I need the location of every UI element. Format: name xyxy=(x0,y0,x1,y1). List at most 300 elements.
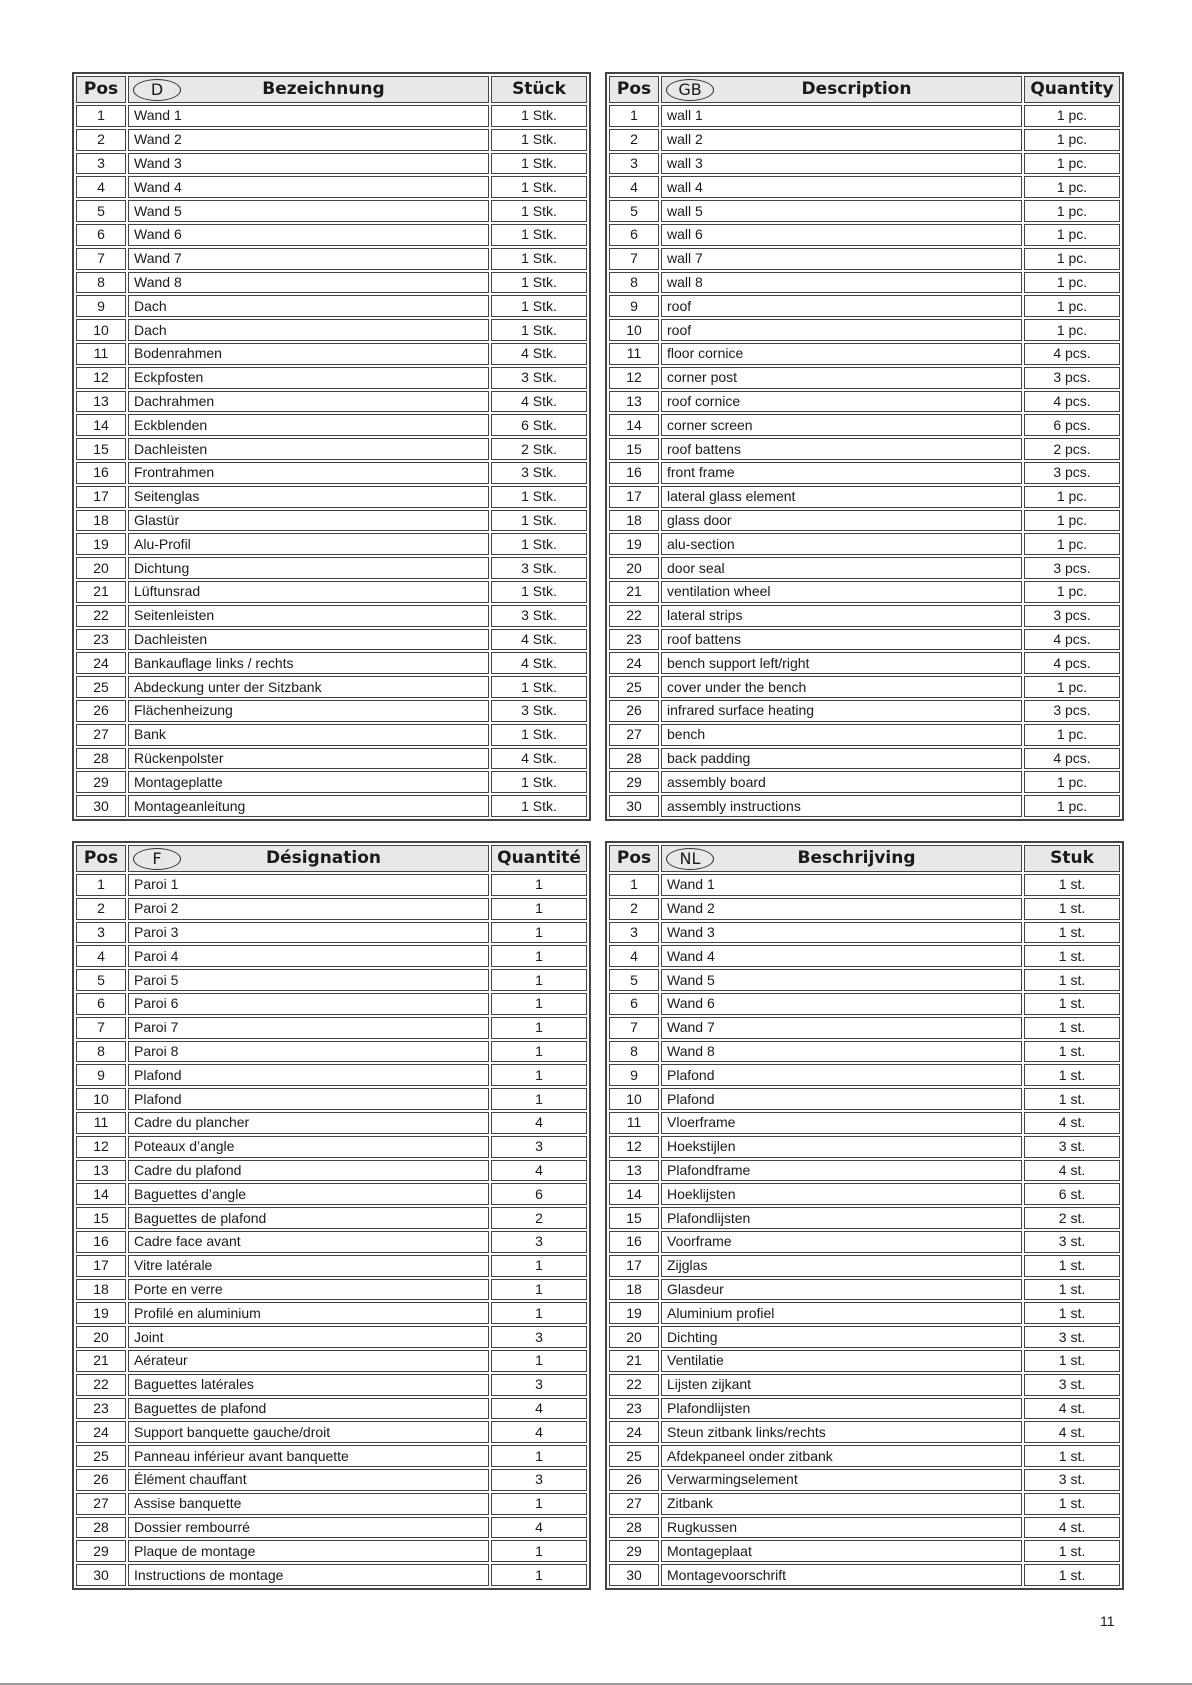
cell-description: Wand 6 xyxy=(128,224,489,246)
cell-description: wall 6 xyxy=(661,224,1022,246)
table-row xyxy=(609,1398,1120,1420)
cell-quantity: 1 pc. xyxy=(1024,676,1120,698)
cell-quantity: 1 st. xyxy=(1024,1041,1120,1063)
cell-quantity: 1 st. xyxy=(1024,874,1120,896)
cell-quantity: 2 pcs. xyxy=(1024,438,1120,460)
table-row xyxy=(76,605,587,627)
table-row xyxy=(76,1302,587,1324)
cell-description: Montageplatte xyxy=(128,771,489,793)
cell-pos: 5 xyxy=(609,200,659,222)
table-row xyxy=(76,272,587,294)
cell-pos: 14 xyxy=(76,1183,126,1205)
cell-pos: 21 xyxy=(609,581,659,603)
cell-description: Cadre face avant xyxy=(128,1231,489,1253)
cell-pos: 1 xyxy=(76,874,126,896)
cell-quantity: 1 Stk. xyxy=(491,771,587,793)
cell-quantity: 3 Stk. xyxy=(491,367,587,389)
table-row xyxy=(609,1326,1120,1348)
cell-description: Instructions de montage xyxy=(128,1564,489,1586)
cell-description: Bank xyxy=(128,724,489,746)
cell-quantity: 3 xyxy=(491,1326,587,1348)
cell-pos: 13 xyxy=(76,391,126,413)
cell-pos: 15 xyxy=(76,438,126,460)
table-row xyxy=(609,748,1120,770)
cell-description: Plafond xyxy=(661,1088,1022,1110)
cell-quantity: 4 xyxy=(491,1112,587,1134)
table-row xyxy=(76,176,587,198)
cell-quantity: 1 pc. xyxy=(1024,272,1120,294)
table-row xyxy=(76,1421,587,1443)
cell-description: Wand 2 xyxy=(661,898,1022,920)
table-row xyxy=(609,176,1120,198)
cell-description: Lijsten zijkant xyxy=(661,1374,1022,1396)
table-row xyxy=(76,1112,587,1134)
cell-quantity: 1 xyxy=(491,1064,587,1086)
table-row xyxy=(609,248,1120,270)
table-header-row xyxy=(609,76,1120,103)
cell-pos: 16 xyxy=(76,1231,126,1253)
cell-pos: 18 xyxy=(76,510,126,532)
cell-quantity: 2 st. xyxy=(1024,1207,1120,1229)
cell-description: Bodenrahmen xyxy=(128,343,489,365)
table-row xyxy=(609,1445,1120,1467)
table-row xyxy=(76,367,587,389)
cell-pos: 27 xyxy=(76,724,126,746)
table-row xyxy=(609,1207,1120,1229)
cell-description: Vitre latérale xyxy=(128,1255,489,1277)
cell-pos: 7 xyxy=(609,248,659,270)
cell-description: Poteaux d’angle xyxy=(128,1136,489,1158)
cell-pos: 3 xyxy=(609,922,659,944)
cell-quantity: 3 st. xyxy=(1024,1231,1120,1253)
table-header-row xyxy=(76,76,587,103)
cell-pos: 19 xyxy=(609,533,659,555)
cell-description: Eckpfosten xyxy=(128,367,489,389)
cell-description: Rückenpolster xyxy=(128,748,489,770)
cell-quantity: 1 xyxy=(491,1302,587,1324)
cell-description: Assise banquette xyxy=(128,1493,489,1515)
cell-pos: 19 xyxy=(76,533,126,555)
table-row xyxy=(76,533,587,555)
cell-pos: 4 xyxy=(76,176,126,198)
cell-description: Dachrahmen xyxy=(128,391,489,413)
cell-quantity: 2 Stk. xyxy=(491,438,587,460)
cell-pos: 3 xyxy=(609,153,659,175)
table-row xyxy=(76,969,587,991)
table-row xyxy=(609,874,1120,896)
cell-description: back padding xyxy=(661,748,1022,770)
cell-description: corner screen xyxy=(661,414,1022,436)
table-row xyxy=(76,1183,587,1205)
cell-pos: 17 xyxy=(76,1255,126,1277)
cell-quantity: 3 xyxy=(491,1136,587,1158)
cell-pos: 11 xyxy=(609,1112,659,1134)
cell-pos: 17 xyxy=(609,486,659,508)
cell-description: Verwarmingselement xyxy=(661,1469,1022,1491)
table-row xyxy=(76,319,587,341)
cell-description: bench xyxy=(661,724,1022,746)
cell-description: Dachleisten xyxy=(128,629,489,651)
cell-description: ventilation wheel xyxy=(661,581,1022,603)
header-pos: Pos xyxy=(76,845,126,872)
cell-description: assembly instructions xyxy=(661,795,1022,817)
table-row xyxy=(76,874,587,896)
cell-quantity: 1 pc. xyxy=(1024,224,1120,246)
table-row xyxy=(609,898,1120,920)
cell-pos: 24 xyxy=(76,1421,126,1443)
cell-pos: 12 xyxy=(76,367,126,389)
cell-description: Paroi 1 xyxy=(128,874,489,896)
table-row xyxy=(76,295,587,317)
cell-pos: 4 xyxy=(609,176,659,198)
cell-pos: 29 xyxy=(76,771,126,793)
table-row xyxy=(609,676,1120,698)
cell-pos: 19 xyxy=(76,1302,126,1324)
header-pos: Pos xyxy=(609,845,659,872)
cell-pos: 15 xyxy=(76,1207,126,1229)
cell-quantity: 1 xyxy=(491,993,587,1015)
cell-quantity: 3 xyxy=(491,1374,587,1396)
header-pos: Pos xyxy=(609,76,659,103)
header-quantity: Stück xyxy=(491,76,587,103)
cell-description: Seitenglas xyxy=(128,486,489,508)
cell-description: floor cornice xyxy=(661,343,1022,365)
table-row xyxy=(76,898,587,920)
cell-quantity: 3 xyxy=(491,1469,587,1491)
table-header-row xyxy=(76,845,587,872)
header-quantity: Stuk xyxy=(1024,845,1120,872)
cell-description: Lüftunsrad xyxy=(128,581,489,603)
cell-pos: 29 xyxy=(609,771,659,793)
cell-quantity: 3 pcs. xyxy=(1024,557,1120,579)
cell-pos: 14 xyxy=(609,1183,659,1205)
cell-description: Paroi 2 xyxy=(128,898,489,920)
header-description xyxy=(128,76,489,103)
cell-quantity: 4 pcs. xyxy=(1024,343,1120,365)
cell-pos: 4 xyxy=(609,945,659,967)
table-row xyxy=(76,700,587,722)
cell-quantity: 2 xyxy=(491,1207,587,1229)
cell-quantity: 1 pc. xyxy=(1024,581,1120,603)
cell-description: Hoekstijlen xyxy=(661,1136,1022,1158)
table-row xyxy=(609,367,1120,389)
cell-quantity: 4 Stk. xyxy=(491,629,587,651)
table-row xyxy=(76,771,587,793)
table-row xyxy=(609,993,1120,1015)
cell-pos: 12 xyxy=(609,367,659,389)
cell-quantity: 1 pc. xyxy=(1024,724,1120,746)
cell-quantity: 3 pcs. xyxy=(1024,700,1120,722)
cell-description: Dichting xyxy=(661,1326,1022,1348)
table-row xyxy=(609,922,1120,944)
table-row xyxy=(609,1374,1120,1396)
cell-description: Flächenheizung xyxy=(128,700,489,722)
header-description xyxy=(661,845,1022,872)
cell-pos: 6 xyxy=(76,993,126,1015)
cell-pos: 22 xyxy=(76,1374,126,1396)
cell-quantity: 4 st. xyxy=(1024,1517,1120,1539)
cell-description: Plafond xyxy=(128,1088,489,1110)
table-row xyxy=(76,1088,587,1110)
cell-description: roof cornice xyxy=(661,391,1022,413)
table-row xyxy=(609,462,1120,484)
cell-description: roof battens xyxy=(661,629,1022,651)
table-row xyxy=(76,1493,587,1515)
cell-pos: 6 xyxy=(76,224,126,246)
table-row xyxy=(76,1469,587,1491)
cell-quantity: 3 pcs. xyxy=(1024,605,1120,627)
header-description-label: Bezeichnung xyxy=(262,79,385,99)
table-row xyxy=(609,1469,1120,1491)
cell-pos: 28 xyxy=(609,748,659,770)
cell-quantity: 1 st. xyxy=(1024,945,1120,967)
cell-quantity: 4 pcs. xyxy=(1024,748,1120,770)
cell-pos: 1 xyxy=(76,105,126,127)
cell-pos: 2 xyxy=(609,129,659,151)
cell-description: Montageanleitung xyxy=(128,795,489,817)
cell-pos: 24 xyxy=(609,1421,659,1443)
cell-quantity: 1 Stk. xyxy=(491,724,587,746)
cell-quantity: 1 st. xyxy=(1024,1017,1120,1039)
cell-quantity: 1 pc. xyxy=(1024,153,1120,175)
cell-quantity: 4 xyxy=(491,1517,587,1539)
cell-description: Zijglas xyxy=(661,1255,1022,1277)
cell-quantity: 4 st. xyxy=(1024,1421,1120,1443)
cell-pos: 30 xyxy=(609,1564,659,1586)
cell-pos: 10 xyxy=(609,1088,659,1110)
table-row xyxy=(76,438,587,460)
cell-pos: 20 xyxy=(76,557,126,579)
cell-quantity: 1 st. xyxy=(1024,1350,1120,1372)
cell-quantity: 6 pcs. xyxy=(1024,414,1120,436)
cell-pos: 22 xyxy=(76,605,126,627)
cell-pos: 23 xyxy=(609,1398,659,1420)
cell-pos: 12 xyxy=(609,1136,659,1158)
cell-pos: 17 xyxy=(609,1255,659,1277)
cell-pos: 6 xyxy=(609,224,659,246)
table-row xyxy=(76,1540,587,1562)
cell-quantity: 4 xyxy=(491,1421,587,1443)
table-row xyxy=(609,105,1120,127)
cell-pos: 25 xyxy=(609,1445,659,1467)
cell-description: Dachleisten xyxy=(128,438,489,460)
table-row xyxy=(76,922,587,944)
cell-description: Wand 1 xyxy=(661,874,1022,896)
cell-description: alu-section xyxy=(661,533,1022,555)
cell-description: Ventilatie xyxy=(661,1350,1022,1372)
table-row xyxy=(76,652,587,674)
cell-description: Panneau inférieur avant banquette xyxy=(128,1445,489,1467)
cell-pos: 8 xyxy=(609,1041,659,1063)
cell-description: Dichtung xyxy=(128,557,489,579)
cell-pos: 15 xyxy=(609,1207,659,1229)
cell-pos: 25 xyxy=(76,676,126,698)
cell-description: Paroi 5 xyxy=(128,969,489,991)
cell-quantity: 6 xyxy=(491,1183,587,1205)
cell-quantity: 1 Stk. xyxy=(491,105,587,127)
cell-pos: 24 xyxy=(76,652,126,674)
cell-description: roof battens xyxy=(661,438,1022,460)
cell-description: Montagevoorschrift xyxy=(661,1564,1022,1586)
cell-pos: 1 xyxy=(609,105,659,127)
cell-pos: 29 xyxy=(609,1540,659,1562)
cell-description: Frontrahmen xyxy=(128,462,489,484)
table-row xyxy=(609,414,1120,436)
cell-description: Wand 7 xyxy=(128,248,489,270)
cell-pos: 6 xyxy=(609,993,659,1015)
cell-description: Voorframe xyxy=(661,1231,1022,1253)
cell-quantity: 1 Stk. xyxy=(491,510,587,532)
table-row xyxy=(609,1112,1120,1134)
table-row xyxy=(76,1517,587,1539)
cell-description: Dossier rembourré xyxy=(128,1517,489,1539)
cell-description: roof xyxy=(661,295,1022,317)
cell-quantity: 1 st. xyxy=(1024,922,1120,944)
cell-quantity: 1 xyxy=(491,1041,587,1063)
cell-pos: 16 xyxy=(76,462,126,484)
table-row xyxy=(76,462,587,484)
cell-quantity: 3 st. xyxy=(1024,1469,1120,1491)
cell-description: front frame xyxy=(661,462,1022,484)
table-row xyxy=(609,272,1120,294)
cell-description: Eckblenden xyxy=(128,414,489,436)
cell-description: infrared surface heating xyxy=(661,700,1022,722)
cell-quantity: 1 st. xyxy=(1024,898,1120,920)
cell-description: Wand 6 xyxy=(661,993,1022,1015)
cell-pos: 27 xyxy=(609,1493,659,1515)
table-row xyxy=(76,1445,587,1467)
table-row xyxy=(76,343,587,365)
cell-quantity: 1 xyxy=(491,969,587,991)
cell-quantity: 1 xyxy=(491,1255,587,1277)
table-row xyxy=(609,391,1120,413)
cell-quantity: 1 xyxy=(491,1493,587,1515)
table-row xyxy=(76,795,587,817)
cell-pos: 9 xyxy=(76,1064,126,1086)
cell-pos: 4 xyxy=(76,945,126,967)
cell-pos: 20 xyxy=(609,557,659,579)
cell-pos: 14 xyxy=(609,414,659,436)
cell-description: corner post xyxy=(661,367,1022,389)
language-badge: NL xyxy=(666,848,714,870)
cell-quantity: 3 Stk. xyxy=(491,700,587,722)
cell-description: Baguettes de plafond xyxy=(128,1207,489,1229)
cell-description: Paroi 6 xyxy=(128,993,489,1015)
cell-pos: 23 xyxy=(76,629,126,651)
cell-pos: 17 xyxy=(76,486,126,508)
table-row xyxy=(609,1160,1120,1182)
cell-description: roof xyxy=(661,319,1022,341)
table-row xyxy=(609,1421,1120,1443)
cell-quantity: 1 pc. xyxy=(1024,295,1120,317)
cell-quantity: 1 pc. xyxy=(1024,510,1120,532)
table-row xyxy=(76,1064,587,1086)
table-row xyxy=(76,676,587,698)
table-row xyxy=(609,1064,1120,1086)
cell-pos: 16 xyxy=(609,1231,659,1253)
cell-pos: 11 xyxy=(76,343,126,365)
table-row xyxy=(76,1207,587,1229)
cell-pos: 25 xyxy=(609,676,659,698)
cell-pos: 11 xyxy=(609,343,659,365)
cell-pos: 27 xyxy=(609,724,659,746)
table-row xyxy=(609,1136,1120,1158)
table-row xyxy=(76,1564,587,1586)
cell-pos: 2 xyxy=(76,898,126,920)
cell-quantity: 1 Stk. xyxy=(491,295,587,317)
cell-quantity: 1 Stk. xyxy=(491,200,587,222)
cell-pos: 8 xyxy=(76,1041,126,1063)
cell-pos: 3 xyxy=(76,922,126,944)
cell-quantity: 1 st. xyxy=(1024,1540,1120,1562)
cell-description: Profilé en aluminium xyxy=(128,1302,489,1324)
cell-pos: 27 xyxy=(76,1493,126,1515)
cell-description: Zitbank xyxy=(661,1493,1022,1515)
cell-description: Wand 8 xyxy=(661,1041,1022,1063)
cell-description: Paroi 3 xyxy=(128,922,489,944)
parts-table-gb xyxy=(605,72,1124,821)
cell-description: Paroi 4 xyxy=(128,945,489,967)
table-row xyxy=(76,414,587,436)
cell-description: Montageplaat xyxy=(661,1540,1022,1562)
cell-pos: 26 xyxy=(76,700,126,722)
table-row xyxy=(76,1326,587,1348)
table-row xyxy=(609,224,1120,246)
cell-quantity: 1 xyxy=(491,1279,587,1301)
cell-description: wall 5 xyxy=(661,200,1022,222)
cell-description: Bankauflage links / rechts xyxy=(128,652,489,674)
cell-description: Paroi 7 xyxy=(128,1017,489,1039)
cell-pos: 23 xyxy=(76,1398,126,1420)
cell-description: Baguettes latérales xyxy=(128,1374,489,1396)
table-row xyxy=(609,1540,1120,1562)
cell-pos: 5 xyxy=(609,969,659,991)
cell-quantity: 1 pc. xyxy=(1024,533,1120,555)
table-row xyxy=(609,1493,1120,1515)
cell-quantity: 1 xyxy=(491,1350,587,1372)
cell-description: Cadre du plancher xyxy=(128,1112,489,1134)
table-row xyxy=(609,724,1120,746)
cell-quantity: 1 st. xyxy=(1024,1088,1120,1110)
header-description xyxy=(128,845,489,872)
cell-description: Wand 7 xyxy=(661,1017,1022,1039)
cell-description: door seal xyxy=(661,557,1022,579)
header-description-label: Désignation xyxy=(265,848,382,868)
table-row xyxy=(76,486,587,508)
table-row xyxy=(609,486,1120,508)
cell-quantity: 4 pcs. xyxy=(1024,391,1120,413)
cell-quantity: 4 xyxy=(491,1160,587,1182)
table-row xyxy=(609,1183,1120,1205)
table-row xyxy=(609,1564,1120,1586)
cell-pos: 20 xyxy=(609,1326,659,1348)
cell-description: Aluminium profiel xyxy=(661,1302,1022,1324)
table-row xyxy=(76,993,587,1015)
cell-description: Joint xyxy=(128,1326,489,1348)
cell-description: Wand 3 xyxy=(661,922,1022,944)
table-row xyxy=(76,200,587,222)
table-row xyxy=(76,224,587,246)
cell-pos: 8 xyxy=(76,272,126,294)
cell-description: Dach xyxy=(128,319,489,341)
cell-description: Wand 1 xyxy=(128,105,489,127)
table-row xyxy=(609,1255,1120,1277)
cell-pos: 3 xyxy=(76,153,126,175)
cell-pos: 22 xyxy=(609,1374,659,1396)
cell-pos: 26 xyxy=(76,1469,126,1491)
parts-table-fr xyxy=(72,841,591,1590)
table-row xyxy=(76,629,587,651)
